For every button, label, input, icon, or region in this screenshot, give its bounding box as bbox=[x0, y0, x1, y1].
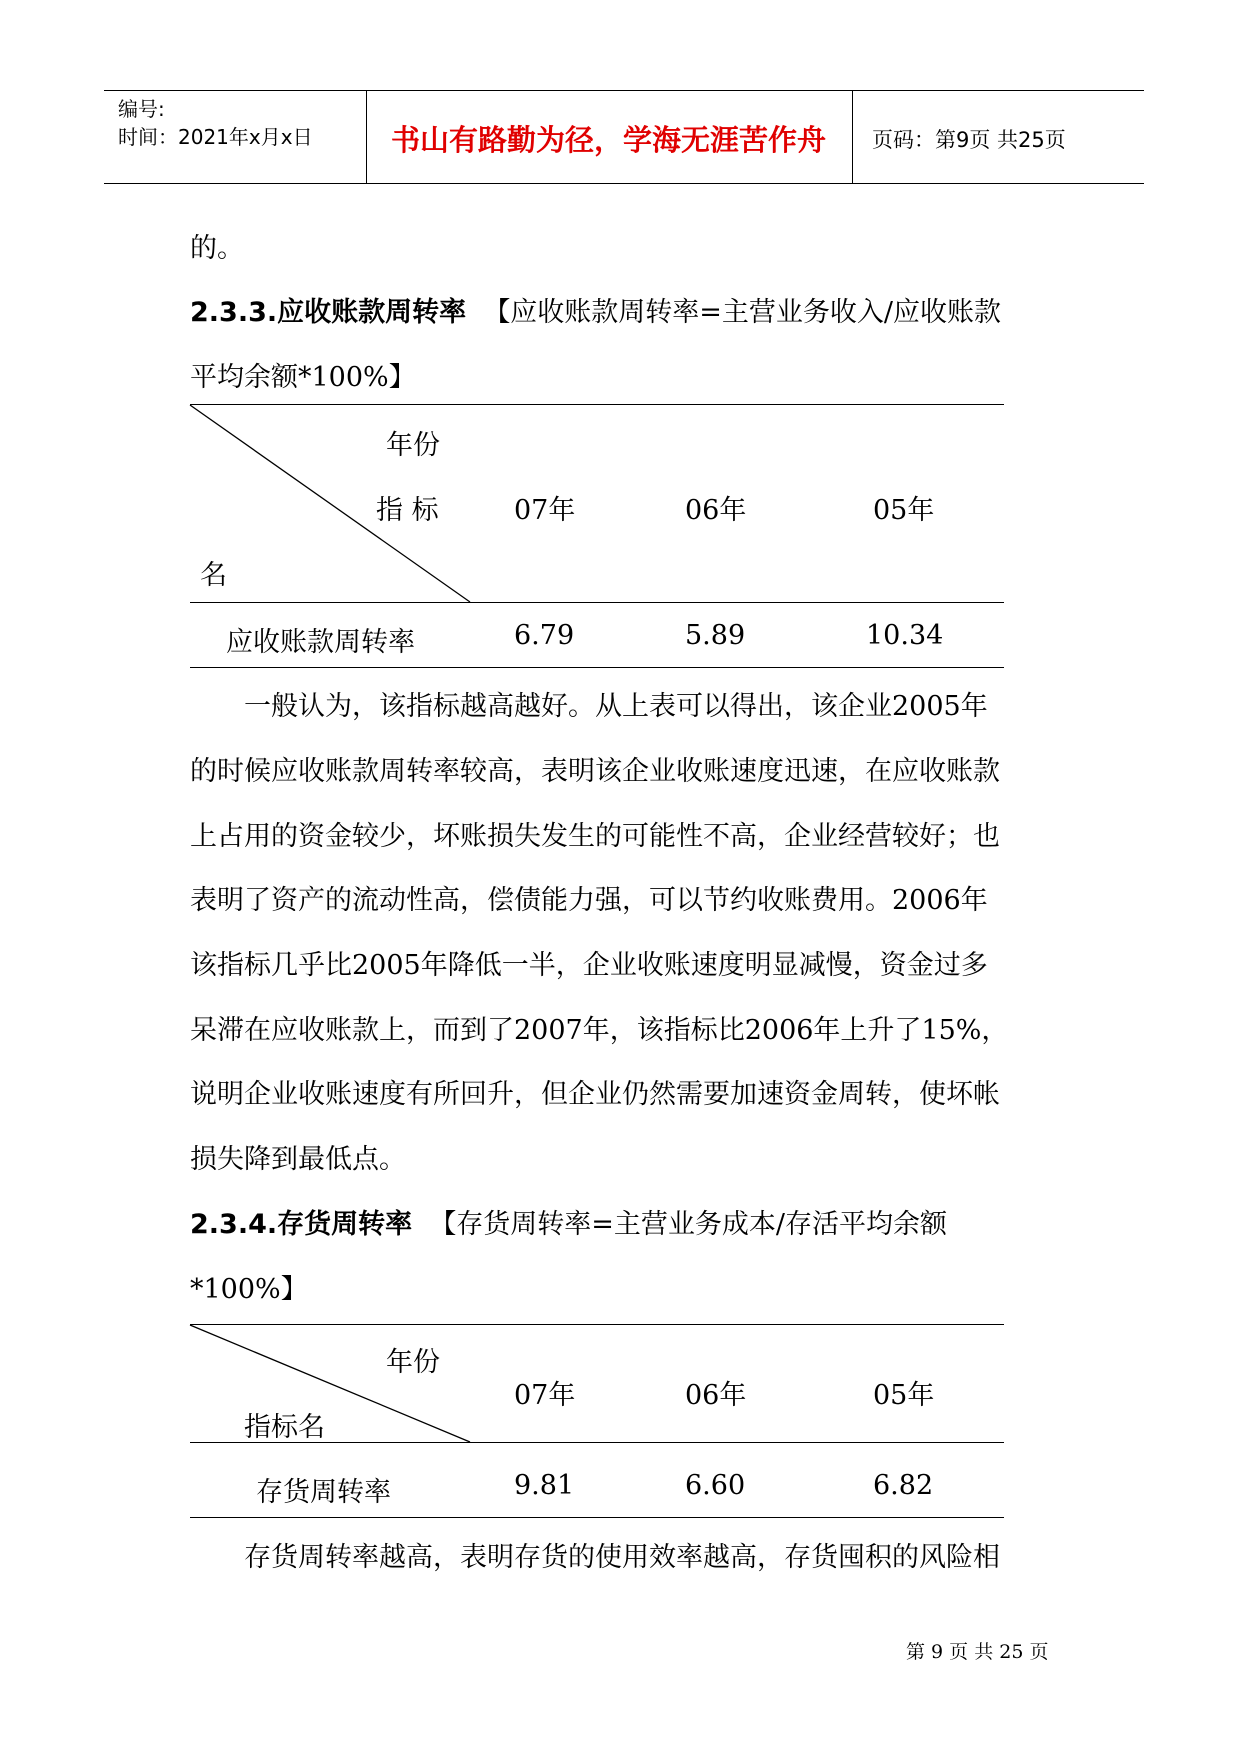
paragraph1-line: 损失降到最低点。 bbox=[190, 1144, 406, 1175]
time-label: 时间：2021年x月x日 bbox=[118, 125, 313, 149]
page-footer: 第 9 页 共 25 页 bbox=[906, 1641, 1049, 1663]
table2-top-rule bbox=[190, 1324, 1004, 1325]
table2-col-06: 06年 bbox=[685, 1380, 747, 1411]
table1-mid-rule bbox=[190, 602, 1004, 603]
table2-value-05: 6.82 bbox=[873, 1470, 934, 1501]
section-heading-2-title: 2.3.4.存货周转率 bbox=[190, 1209, 413, 1240]
header-motto: 书山有路勤为径，学海无涯苦作舟 bbox=[390, 123, 826, 157]
table2-col-05: 05年 bbox=[873, 1380, 935, 1411]
paragraph1-line: 该指标几乎比2005年降低一半，企业收账速度明显减慢，资金过多 bbox=[190, 950, 988, 981]
table1-value-06: 5.89 bbox=[685, 620, 746, 651]
table2-value-07: 9.81 bbox=[514, 1470, 575, 1501]
table1-bottom-rule bbox=[190, 667, 1004, 668]
paragraph1-line: 一般认为，该指标越高越好。从上表可以得出，该企业2005年 bbox=[244, 691, 988, 722]
table1-corner-name: 名 bbox=[200, 560, 227, 591]
table1-value-07: 6.79 bbox=[514, 620, 575, 651]
paragraph1-line: 说明企业收账速度有所回升，但企业仍然需要加速资金周转，使坏帐 bbox=[190, 1079, 1000, 1110]
table2-value-06: 6.60 bbox=[685, 1470, 746, 1501]
section-heading-2-formula-cont: *100%】 bbox=[190, 1274, 308, 1305]
section-heading-2 bbox=[190, 1202, 947, 1241]
table1-value-05: 10.34 bbox=[866, 620, 944, 651]
table1-col-07: 07年 bbox=[514, 495, 576, 526]
table1-col-06: 06年 bbox=[685, 495, 747, 526]
table2-bottom-rule bbox=[190, 1517, 1004, 1518]
section-heading-1-formula: 【应收账款周转率=主营业务收入/应收账款 bbox=[483, 297, 1002, 328]
table2-corner-indicator: 指标名 bbox=[244, 1412, 325, 1443]
paragraph1-line: 表明了资产的流动性高，偿债能力强，可以节约收账费用。2006年 bbox=[190, 885, 988, 916]
paragraph1-line: 呆滞在应收账款上，而到了2007年，该指标比2006年上升了15%， bbox=[190, 1015, 1009, 1046]
section-heading-1-formula-cont: 平均余额*100%】 bbox=[190, 362, 416, 393]
table1-col-05: 05年 bbox=[873, 495, 935, 526]
table2-row-label: 存货周转率 bbox=[256, 1477, 391, 1508]
table2-corner-year: 年份 bbox=[386, 1347, 440, 1378]
header-page-info: 页码：第9页 共25页 bbox=[872, 128, 1066, 152]
table1-corner-indicator: 指 标 bbox=[376, 495, 439, 526]
paragraph1-line: 上占用的资金较少，坏账损失发生的可能性不高，企业经营较好；也 bbox=[190, 821, 1000, 852]
table1-corner-year: 年份 bbox=[386, 430, 440, 461]
paragraph2-line: 存货周转率越高，表明存货的使用效率越高，存货囤积的风险相 bbox=[244, 1542, 1000, 1573]
table1-row-label: 应收账款周转率 bbox=[226, 627, 415, 658]
section-heading-2-formula: 【存货周转率=主营业务成本/存活平均余额 bbox=[429, 1209, 948, 1240]
paragraph1-line: 的时候应收账款周转率较高，表明该企业收账速度迅速，在应收账款 bbox=[190, 756, 1000, 787]
section-heading-1-title: 2.3.3.应收账款周转率 bbox=[190, 297, 467, 328]
table2-col-07: 07年 bbox=[514, 1380, 576, 1411]
table2-mid-rule bbox=[190, 1442, 1004, 1443]
body-line-top: 的。 bbox=[190, 233, 244, 264]
number-label: 编号: bbox=[118, 97, 165, 121]
